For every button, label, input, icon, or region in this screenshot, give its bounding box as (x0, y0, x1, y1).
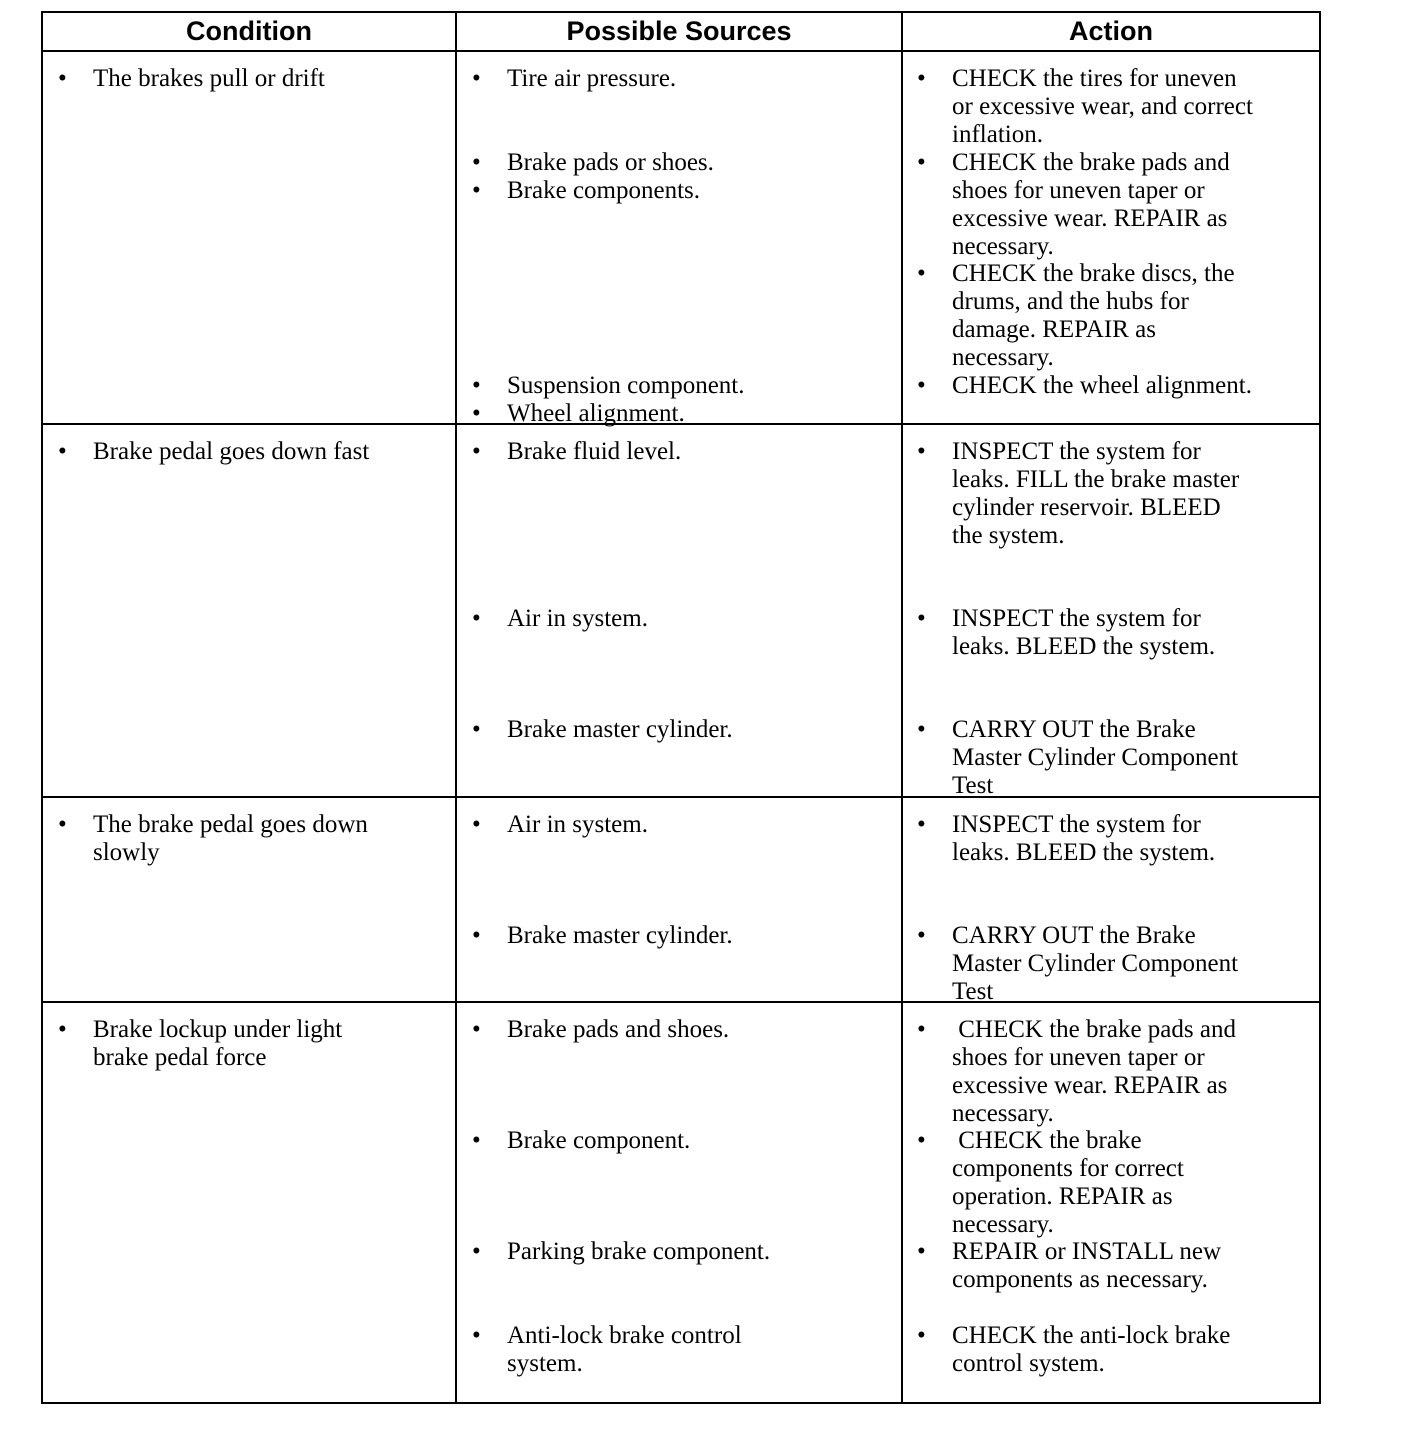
bullet-dot: • (472, 177, 481, 204)
condition-item-line: Brake pedal goes down fast (93, 438, 370, 465)
source-item-line: Brake components. (507, 177, 701, 204)
source-item-line: Parking brake component. (507, 1238, 771, 1265)
source-item (472, 1016, 730, 1044)
bullet-dot: • (917, 1238, 926, 1265)
column-divider (1319, 1003, 1321, 1402)
source-item-line: Brake pads or shoes. (507, 149, 714, 176)
action-item (917, 605, 1216, 661)
source-item (472, 1322, 742, 1378)
bullet-dot: • (917, 438, 926, 465)
bullet-dot: • (917, 372, 926, 399)
source-item (472, 149, 714, 177)
action-item (917, 149, 1230, 261)
table-row (43, 52, 1321, 425)
source-item (472, 716, 733, 744)
source-item-line: system. (507, 1350, 583, 1377)
source-item (472, 438, 682, 466)
action-item-line: CHECK the tires for uneven (952, 65, 1237, 92)
action-item-line: Master Cylinder Component (952, 744, 1239, 771)
action-item-line: shoes for uneven taper or (952, 177, 1205, 204)
action-item-line: CHECK the brake pads and (952, 1016, 1236, 1043)
action-item-line: CHECK the wheel alignment. (952, 372, 1252, 399)
action-item-line: excessive wear. REPAIR as (952, 1072, 1228, 1099)
action-item-line: excessive wear. REPAIR as (952, 205, 1228, 232)
bullet-dot: • (472, 372, 481, 399)
column-divider (455, 52, 457, 423)
source-item (472, 811, 648, 839)
action-item-line: leaks. BLEED the system. (952, 839, 1216, 866)
action-item-line: or excessive wear, and correct (952, 93, 1253, 120)
condition-item (58, 1016, 343, 1072)
condition-item-line: Brake lockup under light (93, 1016, 343, 1043)
action-item-line: CARRY OUT the Brake (952, 922, 1196, 949)
bullet-dot: • (58, 438, 67, 465)
action-item (917, 811, 1216, 867)
condition-item-line: The brake pedal goes down (93, 811, 368, 838)
action-item-line: leaks. FILL the brake master (952, 466, 1240, 493)
bullet-dot: • (472, 605, 481, 632)
action-item-line: necessary. (952, 344, 1054, 371)
source-item-line: Wheel alignment. (507, 400, 685, 427)
action-item-line: shoes for uneven taper or (952, 1044, 1205, 1071)
bullet-dot: • (58, 65, 67, 92)
bullet-dot: • (917, 1322, 926, 1349)
bullet-dot: • (472, 65, 481, 92)
action-item-line: Test (952, 978, 994, 1005)
condition-item (58, 811, 368, 867)
source-item (472, 1238, 771, 1266)
bullet-dot: • (472, 1322, 481, 1349)
bullet-dot: • (917, 922, 926, 949)
action-item-line: INSPECT the system for (952, 811, 1201, 838)
action-item-line: CARRY OUT the Brake (952, 716, 1196, 743)
source-item (472, 605, 648, 633)
column-divider (901, 1003, 903, 1402)
source-item-line: Brake pads and shoes. (507, 1016, 730, 1043)
action-item-line: operation. REPAIR as (952, 1183, 1173, 1210)
column-divider (1319, 52, 1321, 423)
action-item-line: CHECK the brake (952, 1127, 1142, 1154)
action-item-line: the system. (952, 522, 1065, 549)
column-divider (455, 1003, 457, 1402)
bullet-dot: • (472, 1238, 481, 1265)
action-item-line: necessary. (952, 233, 1054, 260)
bullet-dot: • (472, 149, 481, 176)
action-item-line: necessary. (952, 1100, 1054, 1127)
column-divider (901, 425, 903, 796)
bullet-dot: • (472, 438, 481, 465)
table-row (43, 1003, 1321, 1404)
source-item (472, 65, 677, 93)
action-item-line: damage. REPAIR as (952, 316, 1156, 343)
header-possible-sources: Possible Sources (457, 13, 903, 50)
bullet-dot: • (472, 811, 481, 838)
source-item-line: Brake master cylinder. (507, 922, 733, 949)
diagnosis-table (41, 11, 1321, 1404)
bullet-dot: • (472, 1127, 481, 1154)
source-item (472, 922, 733, 950)
bullet-dot: • (472, 1016, 481, 1043)
table-row (43, 425, 1321, 798)
source-item (472, 400, 685, 428)
action-item (917, 716, 1239, 800)
header-action: Action (903, 13, 1321, 50)
source-item-line: Tire air pressure. (507, 65, 677, 92)
action-item-line: CHECK the brake pads and (952, 149, 1230, 176)
action-item-line: leaks. BLEED the system. (952, 633, 1216, 660)
bullet-dot: • (917, 1127, 926, 1154)
source-item-line: Brake master cylinder. (507, 716, 733, 743)
action-item (917, 1238, 1222, 1294)
condition-item-line: brake pedal force (93, 1044, 267, 1071)
action-item-line: INSPECT the system for (952, 605, 1201, 632)
source-item-line: Suspension component. (507, 372, 745, 399)
header-condition: Condition (43, 13, 457, 50)
column-divider (1319, 798, 1321, 1001)
action-item-line: control system. (952, 1350, 1105, 1377)
condition-item (58, 65, 325, 93)
condition-item-line: slowly (93, 839, 160, 866)
bullet-dot: • (917, 811, 926, 838)
source-item-line: Brake fluid level. (507, 438, 682, 465)
action-item-line: CHECK the brake discs, the (952, 260, 1235, 287)
action-item-line: INSPECT the system for (952, 438, 1201, 465)
source-item-line: Brake component. (507, 1127, 691, 1154)
action-item-line: Test (952, 772, 994, 799)
action-item (917, 372, 1252, 400)
source-item (472, 177, 701, 205)
action-item-line: components as necessary. (952, 1266, 1208, 1293)
action-item-line: Master Cylinder Component (952, 950, 1239, 977)
bullet-dot: • (917, 716, 926, 743)
action-item (917, 1016, 1236, 1128)
action-item-line: components for correct (952, 1155, 1184, 1182)
table-header (43, 13, 1321, 52)
condition-item-line: The brakes pull or drift (93, 65, 325, 92)
bullet-dot: • (58, 811, 67, 838)
source-item (472, 1127, 691, 1155)
action-item (917, 260, 1235, 372)
table-body (43, 52, 1321, 1404)
bullet-dot: • (58, 1016, 67, 1043)
action-item-line: drums, and the hubs for (952, 288, 1189, 315)
source-item-line: Air in system. (507, 811, 648, 838)
source-item-line: Anti-lock brake control (507, 1322, 742, 1349)
column-divider (901, 52, 903, 423)
source-item-line: Air in system. (507, 605, 648, 632)
bullet-dot: • (917, 1016, 926, 1043)
source-item (472, 372, 745, 400)
bullet-dot: • (917, 605, 926, 632)
condition-item (58, 438, 370, 466)
column-divider (901, 798, 903, 1001)
bullet-dot: • (917, 260, 926, 287)
action-item (917, 922, 1239, 1006)
action-item-line: CHECK the anti-lock brake (952, 1322, 1231, 1349)
table-row (43, 798, 1321, 1003)
column-divider (1319, 425, 1321, 796)
action-item (917, 65, 1253, 149)
action-item-line: cylinder reservoir. BLEED (952, 494, 1221, 521)
bullet-dot: • (472, 922, 481, 949)
column-divider (455, 425, 457, 796)
action-item-line: necessary. (952, 1211, 1054, 1238)
action-item (917, 1322, 1231, 1378)
column-divider (455, 798, 457, 1001)
bullet-dot: • (472, 400, 481, 427)
bullet-dot: • (917, 65, 926, 92)
action-item-line: REPAIR or INSTALL new (952, 1238, 1222, 1265)
action-item-line: inflation. (952, 121, 1043, 148)
bullet-dot: • (917, 149, 926, 176)
action-item (917, 438, 1240, 550)
action-item (917, 1127, 1184, 1239)
bullet-dot: • (472, 716, 481, 743)
